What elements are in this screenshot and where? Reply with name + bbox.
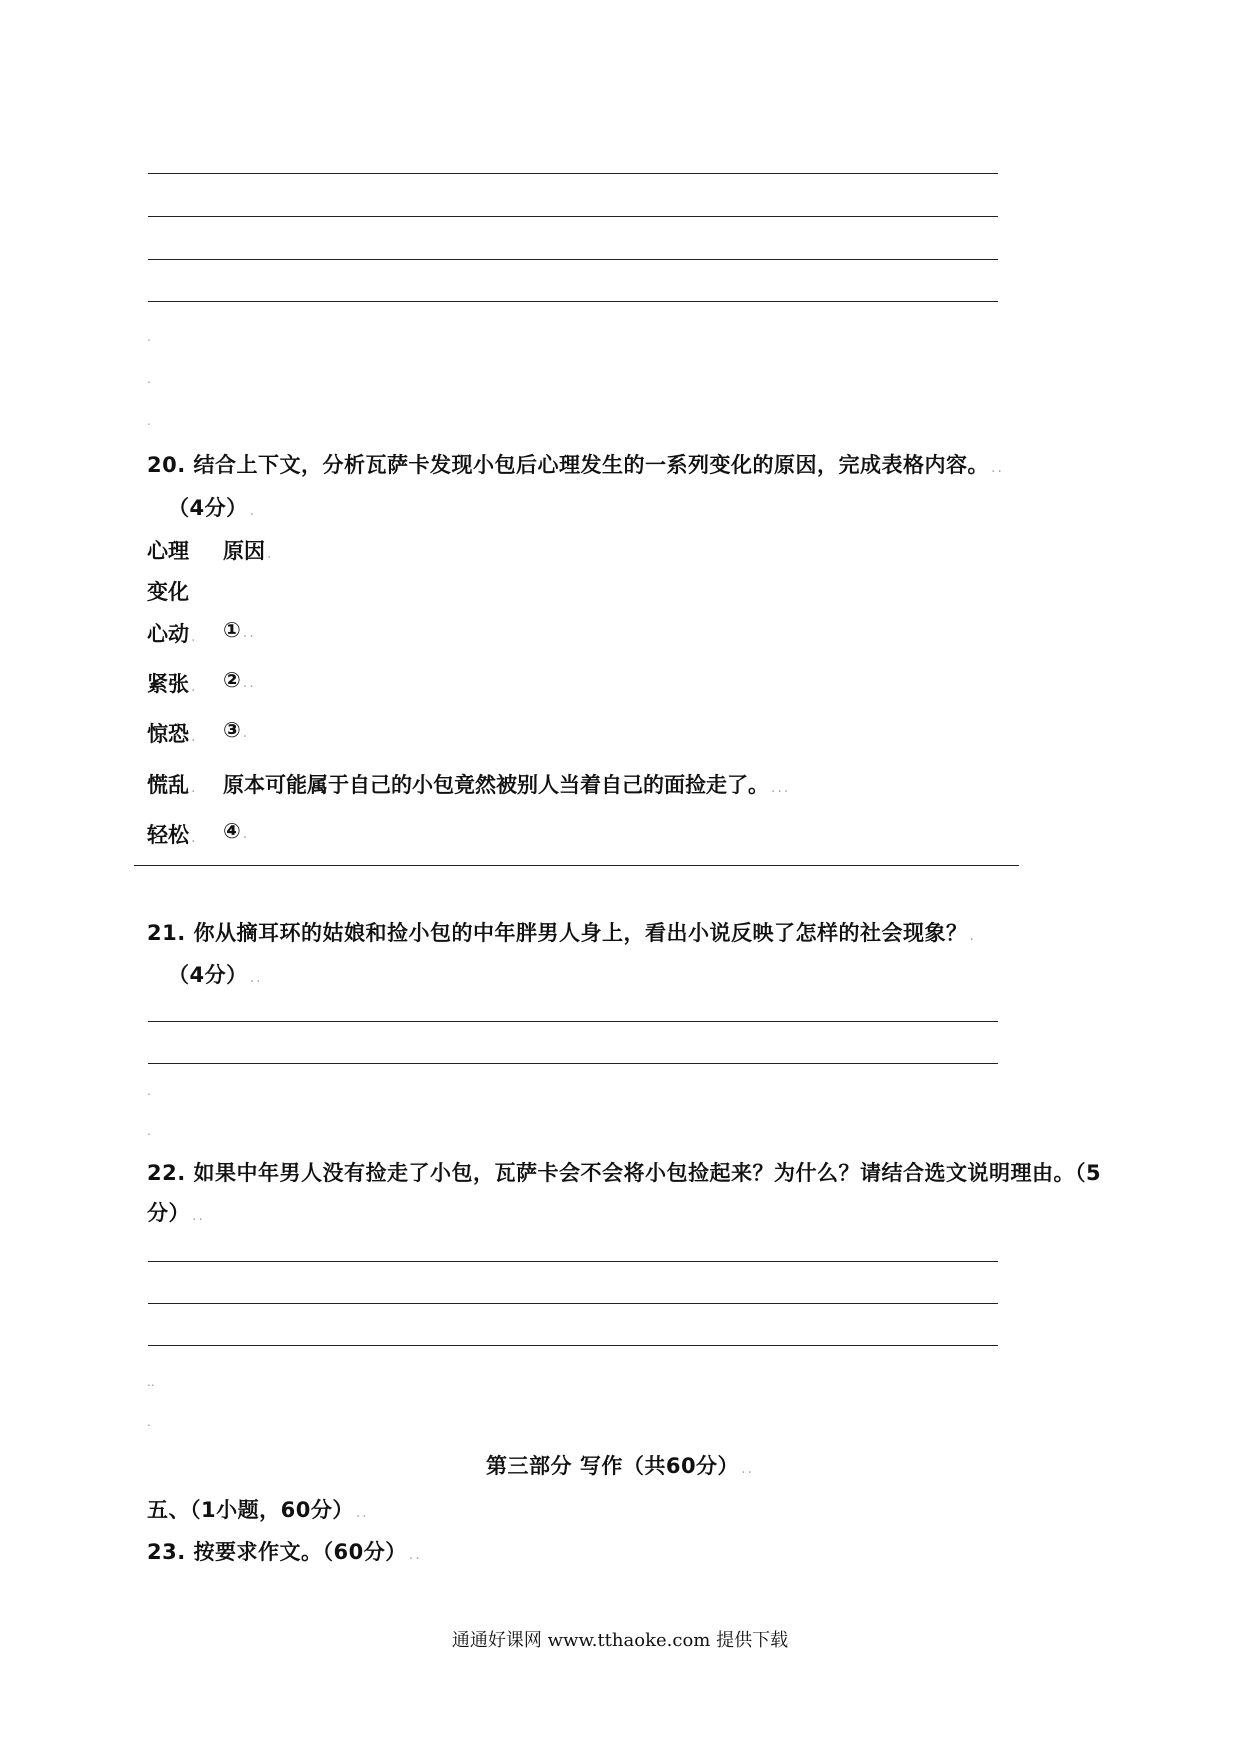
question-21: 21. 你从摘耳环的姑娘和捡小包的中年胖男人身上，看出小说反映了怎样的社会现象？ . [147,921,976,945]
table-row-label: 慌乱 . [147,773,198,797]
table-row-label: 紧张 . [147,672,198,696]
table-row-value: ③ . [223,718,250,742]
table-row-value: ④ . [223,819,250,843]
table-row-label: 惊恐 . [147,722,198,746]
answer-line [148,301,998,302]
answer-line [148,1063,998,1064]
answer-line [148,216,998,217]
table-row-value: ① .. [223,618,256,642]
answer-line [148,1021,998,1022]
table-header-reason: 原因 . [223,539,274,563]
table-header-change: 变化 [147,580,189,604]
paragraph-mark: . [147,1124,151,1138]
answer-line [148,1345,998,1346]
table-row-value: 原本可能属于自己的小包竟然被别人当着自己的面捡走了。 ... [223,773,791,797]
table-row-value: ② .. [223,668,256,692]
paragraph-mark: . [147,414,151,428]
answer-line [148,1303,998,1304]
answer-line [148,173,998,174]
question-23: 23. 按要求作文。（60分） .. [147,1540,422,1564]
question-22-score: 分） .. [147,1201,205,1225]
page-footer: 通通好课网 www.tthaoke.com 提供下载 [451,1630,789,1651]
question-22: 22. 如果中年男人没有捡走了小包，瓦萨卡会不会将小包捡起来？为什么？请结合选文说明理由。（5 [147,1161,1102,1185]
answer-line [148,1261,998,1262]
paragraph-mark: . [147,1415,151,1429]
table-bottom-border [134,865,1019,866]
table-header-mental: 心理 [147,539,189,563]
question-20: 20. 结合上下文，分析瓦萨卡发现小包后心理发生的一系列变化的原因，完成表格内容。 .. [147,453,1004,477]
table-row-label: 轻松 . [147,823,198,847]
paragraph-mark: . [147,1084,151,1098]
paragraph-mark: .. [147,1375,155,1389]
answer-line [148,259,998,260]
section-five-heading: 五、（1小题，60分） .. [147,1498,369,1522]
paragraph-mark: . [147,372,151,386]
part-three-title: 第三部分 写作（共60分） .. [486,1454,754,1478]
question-21-score: （4分） .. [168,963,263,987]
question-20-score: （4分） . [168,496,257,520]
paragraph-mark: . [147,330,151,344]
table-row-label: 心动 . [147,622,198,646]
